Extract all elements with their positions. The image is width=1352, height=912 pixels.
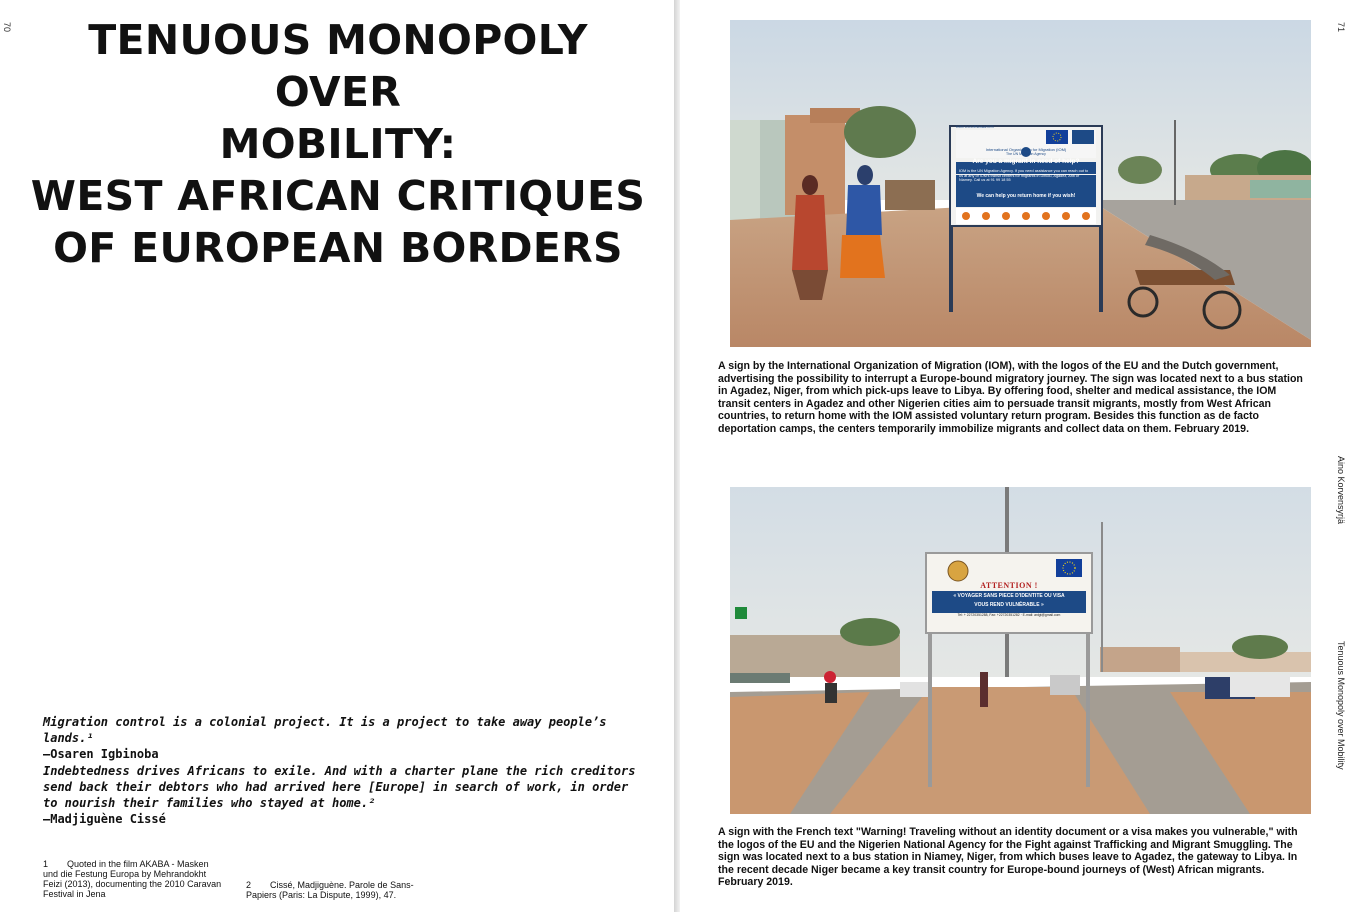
epigraph-2-text: Indebtedness drives Africans to exile. And with a charter plane the rich creditors send back their debtors who had arrived here [Europe] in search of work, in order to nourish their families who stayed at home.² <box>43 764 636 810</box>
attention-sign-heading: ATTENTION ! <box>980 581 1038 590</box>
caption-photo-1: A sign by the International Organization of Migration (IOM), with the logos of the EU and the Dutch government, advertising the possibility to interrupt a Europe-bound migratory journey. The sign was located next to a bus station in Agadez, Niger, from which pick-ups leave to Libya. By offering food, shelter and medical assistance, the IOM transit centers in Agadez and other Nigerien cities aim to persuade transit migrants, mostly from West African countries, to return home with the IOM assisted voluntary return program. Besides this function as de facto deportation camps, the centers temporarily immobilize migrants and collect data on them. February 2019. <box>718 360 1303 435</box>
left-page <box>0 0 674 912</box>
article-title <box>20 14 656 274</box>
iom-sign <box>956 124 1096 200</box>
iom-sign-org: International Organization for Migration (IOM) <box>985 147 1067 152</box>
footnote-2-text: Cissé, Madjiguène. Parole de Sans-Papiers (Paris: La Dispute, 1999), 47. <box>246 880 414 900</box>
footnote-1-number: 1 <box>43 859 49 869</box>
running-title: Tenuous Monopoly over Mobility <box>1336 641 1346 770</box>
left-page-number: 70 <box>2 22 12 33</box>
right-page-number: 71 <box>1336 22 1346 33</box>
epigraph-1 <box>43 714 643 762</box>
running-author: Aino Korvensyrjä <box>1336 456 1346 525</box>
caption-photo-2: A sign with the French text "Warning! Traveling without an identity document or a visa makes you vulnerable," with the logos of the EU and the Nigerien National Agency for the Fight against Trafficking and Migrant Smuggling. The sign was located next to a bus station in Niamey, Niger, from which buses leave to Agadez, the gateway to Libya. In the recent decade Niger became a key transit country for Europe-bound journeys of (West) African migrants. February 2019. <box>718 826 1298 889</box>
iom-sign-agency: The UN Migration Agency <box>1006 152 1046 156</box>
footnote-1-text: Quoted in the film AKABA - Masken und die Festung Europa by Mehrandokht Feizi (2013), documenting the 2010 Caravan Festival in Jena <box>43 859 222 899</box>
attention-sign-line-1: « VOYAGER SANS PIECE D'IDENTITE OU VISA <box>953 593 1065 599</box>
attention-sign-contact: Tel: + 22720351288, Fax: +22720351282 · E-mail: anlgt@gmail.com <box>957 613 1061 617</box>
epigraph-2-author: —Madjiguène Cissé <box>43 812 166 826</box>
iom-sign-question: Are you a migrant in need of help? <box>972 158 1080 165</box>
photo-niamey-scene <box>730 487 1311 814</box>
title-line-3: WEST AFRICAN CRITIQUES <box>30 172 646 220</box>
attention-sign <box>932 581 1086 620</box>
title-line-2: MOBILITY: <box>219 120 457 168</box>
iom-sign-body: IOM is the UN Migration Agency. If you need assistance you can reach out to us at any of IOM's transit centers for migrants in Dirkou, Agadez, Arlit or Niamey. Call us at 91 99 18 55 <box>959 169 1089 183</box>
footnote-2-number: 2 <box>246 880 252 890</box>
epigraph-1-text: Migration control is a colonial project. It is a project to take away people’s lands.¹ <box>43 715 607 745</box>
photo-attention-sign-niamey <box>730 487 1311 814</box>
title-line-1: TENUOUS MONOPOLY OVER <box>88 16 588 116</box>
photo-iom-sign-agadez <box>730 20 1311 347</box>
attention-sign-line-2: VOUS REND VULNÉRABLE » <box>974 602 1044 608</box>
footnote-2 <box>246 880 432 900</box>
epigraph-1-author: —Osaren Igbinoba <box>43 747 159 761</box>
footnote-1 <box>43 859 223 899</box>
title-line-4: OF EUROPEAN BORDERS <box>53 224 623 272</box>
iom-sign-header: IOM COORDINATES <box>956 124 994 129</box>
epigraph-2 <box>43 763 643 827</box>
iom-sign-cta: We can help you return home if you wish! <box>976 193 1076 199</box>
right-page <box>680 0 1352 912</box>
